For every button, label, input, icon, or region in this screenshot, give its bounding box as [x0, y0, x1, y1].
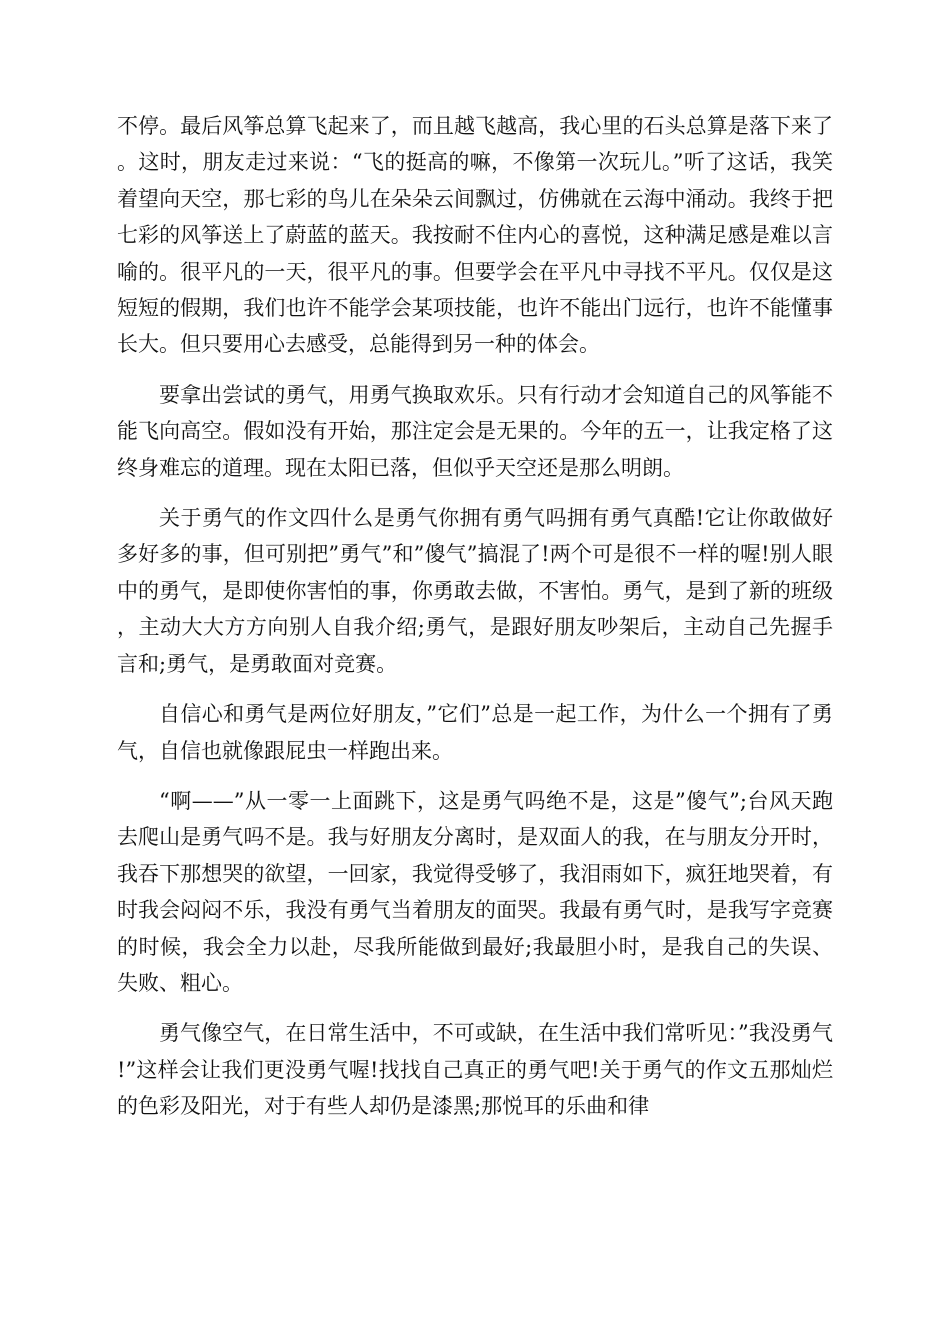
- paragraph-1: 不停。最后风筝总算飞起来了，而且越飞越高，我心里的石头总算是落下来了。这时，朋友走过来说：“飞的挺高的嘛，不像第一次玩儿。”听了这话，我笑着望向天空，那七彩的鸟儿在朵朵云间飘过，仿佛就在云海中涌动。我终于把七彩的风筝送上了蔚蓝的蓝天。我按耐不住内心的喜悦，这种满足感是难以言喻的。很平凡的一天，很平凡的事。但要学会在平凡中寻找不平凡。仅仅是这短短的假期，我们也许不能学会某项技能，也许不能出门远行，也许不能懂事长大。但只要用心去感受，总能得到另一种的体会。: [117, 114, 833, 357]
- paragraph-4: 自信心和勇气是两位好朋友，”它们”总是一起工作，为什么一个拥有了勇气，自信也就像跟屁虫一样跑出来。: [117, 702, 833, 763]
- paragraph-2: 要拿出尝试的勇气，用勇气换取欢乐。只有行动才会知道自己的风筝能不能飞向高空。假如没有开始，那注定会是无果的。今年的五一，让我定格了这终身难忘的道理。现在太阳已落，但似乎天空还是那么明朗。: [117, 382, 833, 480]
- document-body: [117, 108, 833, 1125]
- paragraph-3: 关于勇气的作文四什么是勇气你拥有勇气吗拥有勇气真酷!它让你敢做好多好多的事，但可别把”勇气”和”傻气”搞混了!两个可是很不一样的喔!别人眼中的勇气，是即使你害怕的事，你勇敢去做，不害怕。勇气，是到了新的班级，主动大大方方向别人自我介绍;勇气，是跟好朋友吵架后，主动自己先握手言和;勇气，是勇敢面对竞赛。: [117, 506, 833, 676]
- paragraph-6: 勇气像空气，在日常生活中，不可或缺，在生活中我们常听见：”我没勇气!”这样会让我们更没勇气喔!找找自己真正的勇气吧!关于勇气的作文五那灿烂的色彩及阳光，对于有些人却仍是漆黑;那悦耳的乐曲和律: [117, 1021, 833, 1119]
- paragraph-5: “啊——”从一零一上面跳下，这是勇气吗绝不是，这是”傻气”;台风天跑去爬山是勇气吗不是。我与好朋友分离时，是双面人的我，在与朋友分开时，我吞下那想哭的欲望，一回家，我觉得受够了，我泪雨如下，疯狂地哭着，有时我会闷闷不乐，我没有勇气当着朋友的面哭。我最有勇气时，是我写字竞赛的时候，我会全力以赴，尽我所能做到最好;我最胆小时，是我自己的失误、失败、粗心。: [117, 788, 833, 995]
